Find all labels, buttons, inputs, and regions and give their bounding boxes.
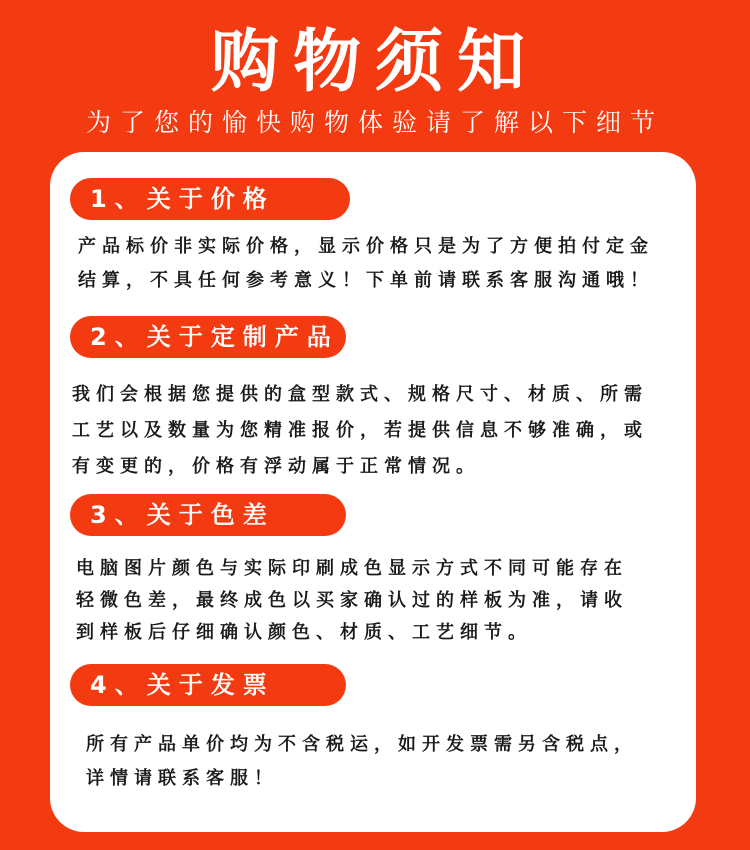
- section-line: 有变更的，价格有浮动属于正常情况。: [72, 456, 480, 477]
- section-body-color: [76, 553, 628, 649]
- section-heading-color: 3、关于色差: [70, 494, 346, 536]
- page-subtitle: 为了您的愉快购物体验请了解以下细节: [85, 108, 664, 137]
- section-heading-price: 1、关于价格: [70, 178, 350, 220]
- section-heading-invoice: 4、关于发票: [70, 664, 346, 706]
- section-line: 工艺以及数量为您精准报价，若提供信息不够准确，或: [72, 420, 648, 441]
- section-line: 电脑图片颜色与实际印刷成色显示方式不同可能存在: [76, 558, 628, 579]
- section-line: 到样板后仔细确认颜色、材质、工艺细节。: [76, 622, 532, 643]
- section-line: 所有产品单价均为不含税运，如开发票需另含税点，: [86, 734, 638, 755]
- section-line: 产品标价非实际价格，显示价格只是为了方便拍付定金: [78, 236, 654, 257]
- section-body-price: [78, 230, 654, 298]
- section-heading-custom: 2、关于定制产品: [70, 316, 346, 358]
- section-body-custom: [72, 377, 648, 485]
- page-title: 购物须知: [210, 23, 539, 102]
- section-line: 我们会根据您提供的盒型款式、规格尺寸、材质、所需: [72, 384, 648, 405]
- section-line: 结算，不具任何参考意义！下单前请联系客服沟通哦！: [78, 270, 654, 291]
- section-line: 详情请联系客服！: [86, 768, 278, 789]
- section-body-invoice: [86, 728, 638, 796]
- section-line: 轻微色差，最终成色以买家确认过的样板为准，请收: [76, 590, 628, 611]
